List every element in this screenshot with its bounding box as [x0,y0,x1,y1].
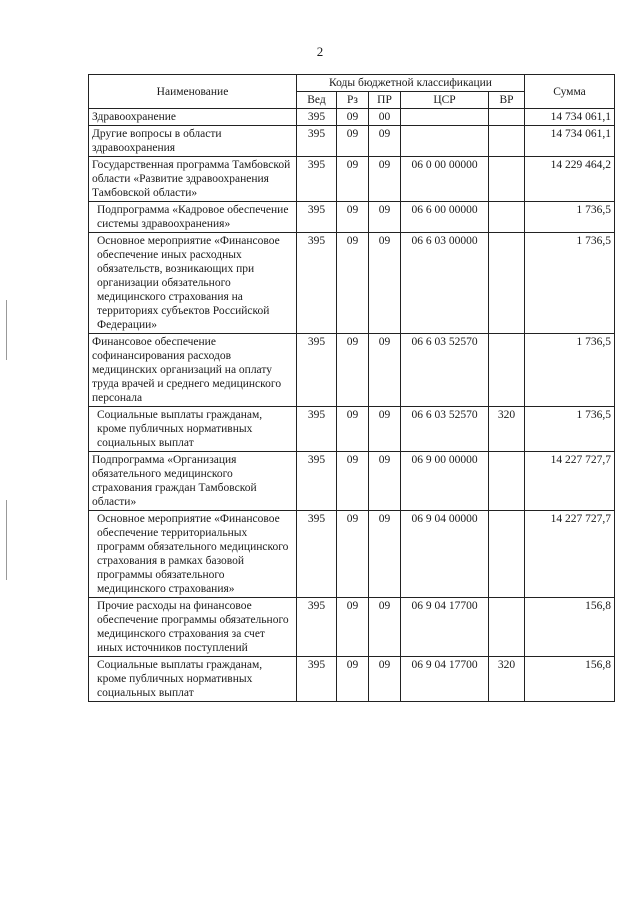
row-name: Государственная программа Тамбовской области «Развитие здравоохранения Тамбовской области» [89,157,297,202]
row-csr: 06 9 04 17700 [401,657,489,702]
header-csr: ЦСР [401,92,489,109]
table-row [89,157,615,202]
row-name: Социальные выплаты гражданам, кроме публичных нормативных социальных выплат [89,407,297,452]
header-ved: Вед [297,92,337,109]
header-pr: ПР [369,92,401,109]
scan-edge-mark [6,300,7,360]
row-ved: 395 [297,657,337,702]
row-ved: 395 [297,126,337,157]
row-ved: 395 [297,202,337,233]
row-pr: 09 [369,452,401,511]
row-pr: 09 [369,598,401,657]
header-codes-group: Коды бюджетной классификации [297,75,525,92]
row-name: Подпрограмма «Организация обязательного медицинского страхования граждан Тамбовской области» [89,452,297,511]
row-vr [489,511,525,598]
header-rz: Рз [337,92,369,109]
row-vr [489,126,525,157]
row-rz: 09 [337,126,369,157]
table-row [89,202,615,233]
table-row [89,233,615,334]
row-ved: 395 [297,407,337,452]
row-vr [489,109,525,126]
row-sum: 156,8 [525,657,615,702]
row-sum: 1 736,5 [525,334,615,407]
row-sum: 14 227 727,7 [525,452,615,511]
row-ved: 395 [297,598,337,657]
table-row [89,657,615,702]
table-row [89,126,615,157]
row-rz: 09 [337,233,369,334]
row-csr: 06 6 00 00000 [401,202,489,233]
row-csr: 06 9 04 00000 [401,511,489,598]
table-row [89,407,615,452]
row-csr: 06 6 03 52570 [401,334,489,407]
row-pr: 09 [369,407,401,452]
row-ved: 395 [297,334,337,407]
row-rz: 09 [337,598,369,657]
row-sum: 1 736,5 [525,407,615,452]
table-row [89,598,615,657]
header-name: Наименование [89,75,297,109]
row-csr [401,126,489,157]
row-pr: 09 [369,657,401,702]
row-vr [489,598,525,657]
row-pr: 09 [369,511,401,598]
row-rz: 09 [337,511,369,598]
row-sum: 14 734 061,1 [525,126,615,157]
row-pr: 09 [369,126,401,157]
row-name: Финансовое обеспечение софинансирования расходов медицинских организаций на оплату труда врачей и среднего медицинского персонала [89,334,297,407]
scan-edge-mark [6,500,7,580]
row-ved: 395 [297,233,337,334]
row-ved: 395 [297,452,337,511]
row-rz: 09 [337,657,369,702]
row-pr: 09 [369,334,401,407]
budget-table [88,74,615,702]
row-rz: 09 [337,452,369,511]
row-pr: 00 [369,109,401,126]
row-name: Социальные выплаты гражданам, кроме публичных нормативных социальных выплат [89,657,297,702]
row-csr: 06 6 03 52570 [401,407,489,452]
row-name: Основное мероприятие «Финансовое обеспечение территориальных программ обязательного медицинского страхования в рамках базовой программы обязательного медицинского страхования» [89,511,297,598]
row-ved: 395 [297,157,337,202]
row-rz: 09 [337,109,369,126]
row-csr: 06 9 04 17700 [401,598,489,657]
row-name: Прочие расходы на финансовое обеспечение программы обязательного медицинского страхования за счет иных источников поступлений [89,598,297,657]
row-vr [489,452,525,511]
row-pr: 09 [369,157,401,202]
row-vr: 320 [489,657,525,702]
row-pr: 09 [369,202,401,233]
row-sum: 14 227 727,7 [525,511,615,598]
row-sum: 156,8 [525,598,615,657]
row-csr [401,109,489,126]
row-csr: 06 0 00 00000 [401,157,489,202]
row-pr: 09 [369,233,401,334]
row-name: Основное мероприятие «Финансовое обеспечение иных расходных обязательств, возникающих при организации обязательного медицинского страхования на территориях субъектов Российской Федерации» [89,233,297,334]
row-name: Другие вопросы в области здравоохранения [89,126,297,157]
row-vr [489,334,525,407]
header-vr: ВР [489,92,525,109]
row-vr: 320 [489,407,525,452]
table-body [89,109,615,702]
row-sum: 14 229 464,2 [525,157,615,202]
table-row [89,109,615,126]
row-sum: 1 736,5 [525,202,615,233]
row-rz: 09 [337,157,369,202]
row-sum: 1 736,5 [525,233,615,334]
row-csr: 06 9 00 00000 [401,452,489,511]
row-rz: 09 [337,407,369,452]
row-vr [489,157,525,202]
row-rz: 09 [337,334,369,407]
page-number: 2 [316,44,324,59]
row-csr: 06 6 03 00000 [401,233,489,334]
table-row [89,452,615,511]
header-sum: Сумма [525,75,615,109]
row-ved: 395 [297,511,337,598]
row-vr [489,233,525,334]
table-row [89,511,615,598]
row-ved: 395 [297,109,337,126]
row-rz: 09 [337,202,369,233]
table-row [89,334,615,407]
row-sum: 14 734 061,1 [525,109,615,126]
row-vr [489,202,525,233]
row-name: Здравоохранение [89,109,297,126]
row-name: Подпрограмма «Кадровое обеспечение системы здравоохранения» [89,202,297,233]
